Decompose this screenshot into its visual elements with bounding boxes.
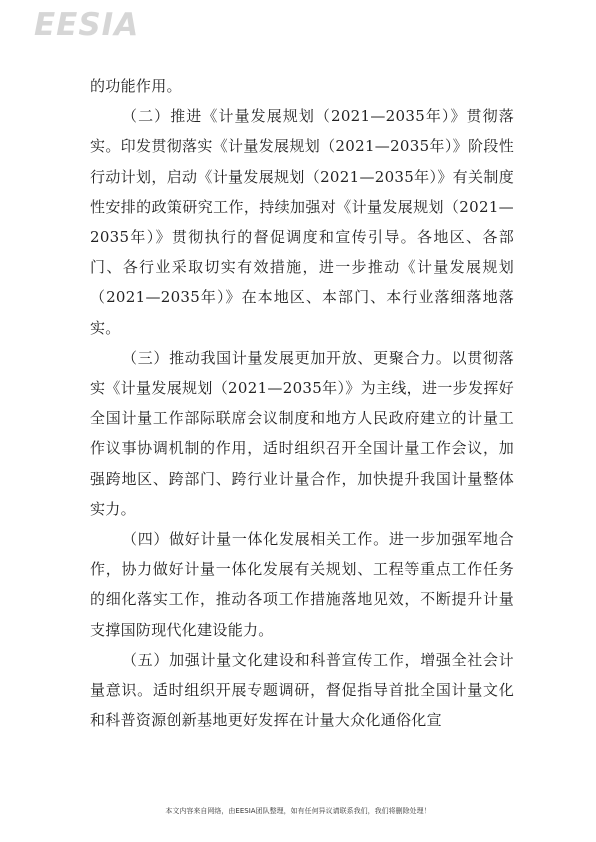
eesia-logo: EESIA <box>34 7 140 43</box>
footer-notice: 本文内容来自网络，由EESIA团队整理，如有任何异议请联系我们，我们将删除处理！ <box>165 807 431 815</box>
paragraph-section-2: （二）推进《计量发展规划（2021—2035年）》贯彻落实。印发贯彻落实《计量发展规划（2021—2035年）》阶段性行动计划，启动《计量发展规划（2021—2035年）》有关制度性安排的政策研究工作，持续加强对《计量发展规划（2021—2035年）》贯彻执行的督促调度和宣传引导。各地区、各部门、各行业采取切实有效措施，进一步推动《计量发展规划（2021—2035年）》在本地区、本部门、本行业落细落地落实。 <box>90 107 514 337</box>
paragraph-section-4: （四）做好计量一体化发展相关工作。进一步加强军地合作，协力做好计量一体化发展有关规划、工程等重点工作任务的细化落实工作，推动各项工作措施落地见效，不断提升计量支撑国防现代化建设能力。 <box>90 530 514 639</box>
paragraph-section-5: （五）加强计量文化建设和科普宣传工作，增强全社会计量意识。适时组织开展专题调研，督促指导首批全国计量文化和科普资源创新基地更好发挥在计量大众化通俗化宣 <box>90 650 514 730</box>
paragraph-section-3: （三）推动我国计量发展更加开放、更聚合力。以贯彻落实《计量发展规划（2021—2035年）》为主线，进一步发挥好全国计量工作部际联席会议制度和地方人民政府建立的计量工作议事协调机制的作用，适时组织召开全国计量工作会议，加强跨地区、跨部门、跨行业计量合作，加快提升我国计量整体实力。 <box>90 348 514 518</box>
paragraph-continuation: 的功能作用。 <box>90 77 182 95</box>
document-body <box>90 71 514 735</box>
